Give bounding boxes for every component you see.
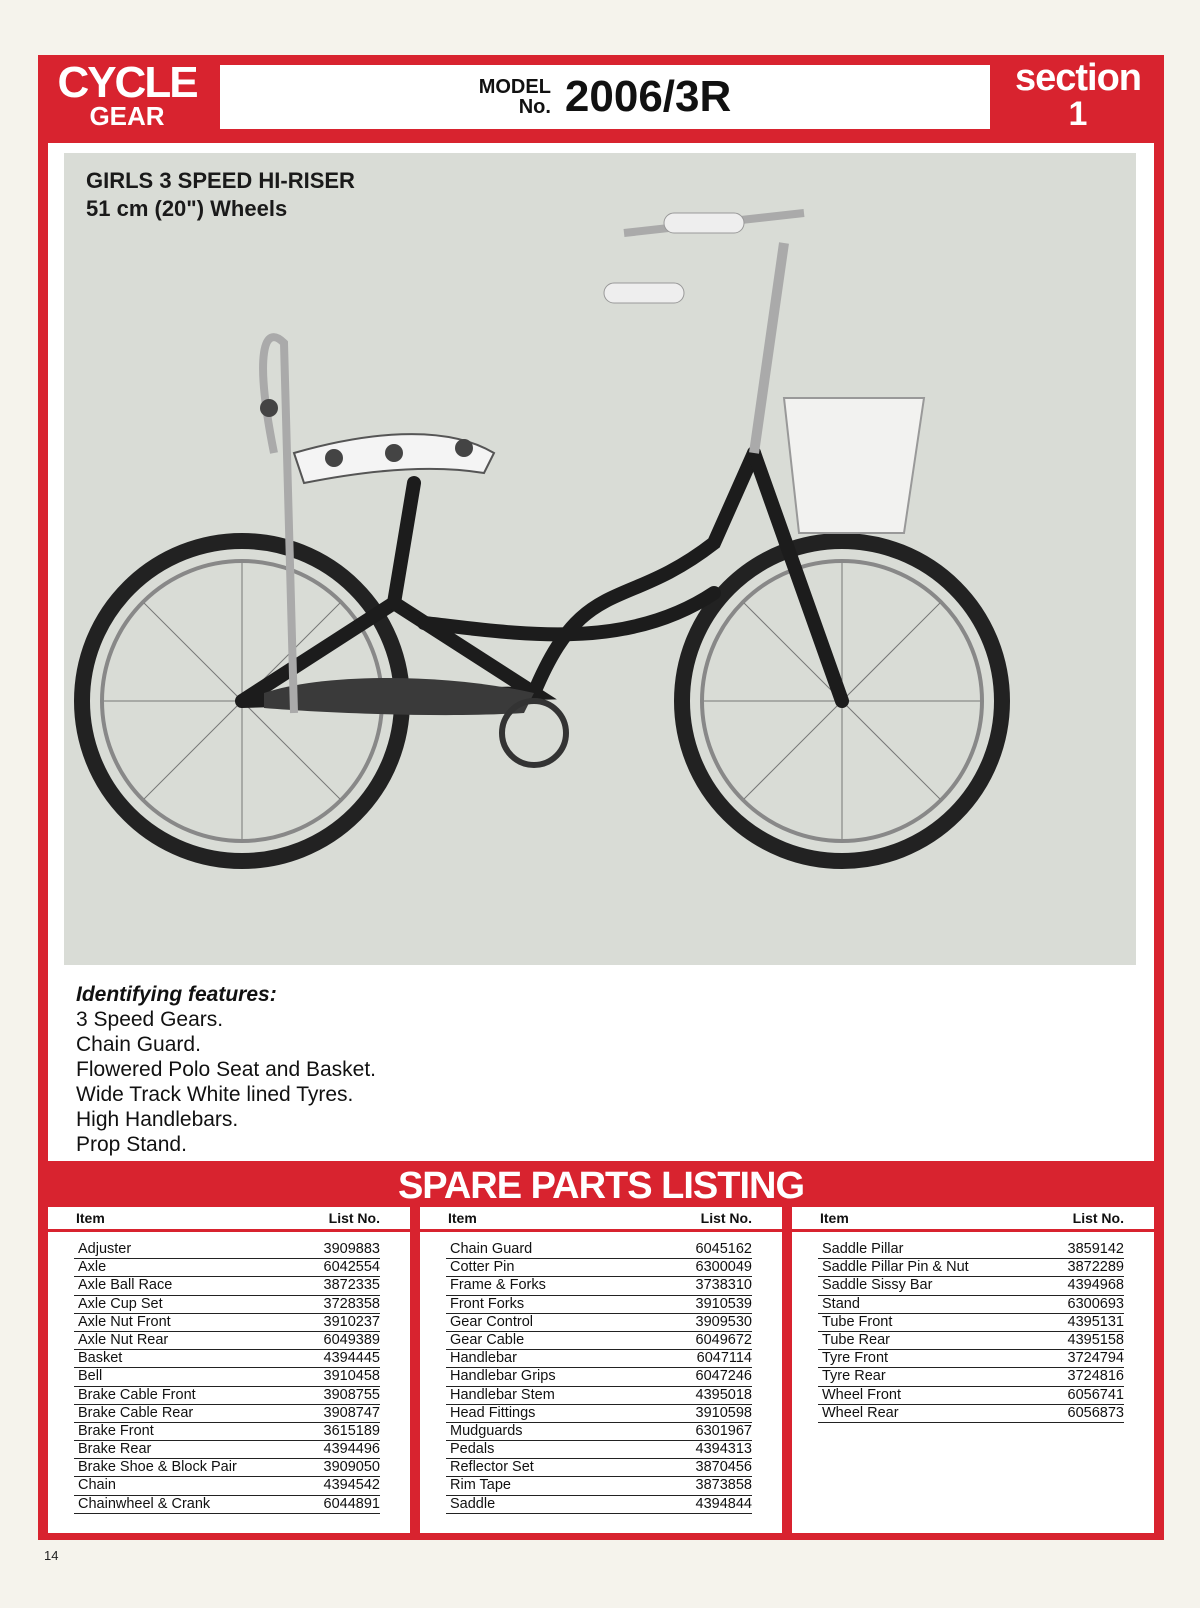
part-name: Brake Front — [78, 1422, 154, 1439]
part-list-number: 3870456 — [695, 1459, 752, 1476]
part-list-number: 6045162 — [695, 1241, 752, 1257]
photo-title-line1: GIRLS 3 SPEED HI-RISER — [86, 168, 355, 193]
part-name: Head Fittings — [450, 1404, 536, 1421]
part-name: Stand — [822, 1295, 860, 1312]
list-no-header: List No. — [328, 1210, 380, 1226]
part-name: Saddle — [450, 1495, 496, 1512]
model-box — [220, 65, 990, 129]
part-list-number: 3910237 — [323, 1313, 380, 1330]
table-row — [74, 1350, 380, 1368]
part-name: Reflector Set — [450, 1459, 534, 1476]
part-name: Tube Front — [822, 1313, 893, 1330]
part-list-number: 3859142 — [1067, 1241, 1124, 1257]
part-list-number: 3873858 — [695, 1477, 752, 1494]
parts-column-1 — [48, 1207, 410, 1533]
table-row — [446, 1332, 752, 1350]
table-row — [446, 1441, 752, 1459]
table-row — [74, 1496, 380, 1514]
part-name: Chainwheel & Crank — [78, 1495, 211, 1512]
part-name: Cotter Pin — [450, 1259, 515, 1276]
table-row — [446, 1350, 752, 1368]
list-no-header: List No. — [700, 1210, 752, 1226]
table-row — [818, 1314, 1124, 1332]
part-list-number: 3909530 — [695, 1313, 752, 1330]
parts-column-2 — [420, 1207, 782, 1533]
part-name: Frame & Forks — [450, 1277, 546, 1294]
table-row — [818, 1332, 1124, 1350]
item-header: Item — [76, 1210, 105, 1226]
part-name: Pedals — [450, 1441, 495, 1458]
table-row — [74, 1368, 380, 1386]
part-list-number: 4394445 — [323, 1350, 380, 1367]
table-row — [446, 1496, 752, 1514]
model-label-line2: No. — [518, 96, 551, 118]
feature-item: Wide Track White lined Tyres. — [76, 1083, 354, 1106]
part-list-number: 4394313 — [695, 1441, 752, 1458]
table-row — [74, 1441, 380, 1459]
table-row — [74, 1259, 380, 1277]
part-name: Wheel Rear — [822, 1404, 899, 1421]
part-list-number: 3615189 — [323, 1422, 380, 1439]
part-name: Brake Shoe & Block Pair — [78, 1459, 237, 1476]
table-row — [446, 1259, 752, 1277]
column-header — [792, 1207, 1154, 1232]
model-number: 2006/3R — [564, 72, 732, 121]
part-name: Tyre Rear — [822, 1368, 886, 1385]
photo-title — [86, 167, 355, 223]
part-name: Brake Cable Rear — [78, 1404, 194, 1421]
table-row — [446, 1314, 752, 1332]
table-row — [74, 1387, 380, 1405]
photo-panel — [48, 143, 1154, 1033]
part-list-number: 6047114 — [696, 1350, 752, 1367]
part-name: Brake Cable Front — [78, 1386, 196, 1403]
table-row — [446, 1241, 752, 1259]
logo-line1: CYCLE — [57, 58, 197, 107]
part-list-number: 3908747 — [323, 1404, 380, 1421]
part-list-number: 4394968 — [1067, 1277, 1124, 1294]
bicycle-illustration — [64, 153, 1136, 967]
feature-item: Chain Guard. — [76, 1033, 201, 1056]
photo-title-line2: 51 cm (20") Wheels — [86, 196, 288, 221]
part-name: Chain — [78, 1477, 116, 1494]
part-name: Axle Nut Front — [78, 1313, 171, 1330]
table-row — [446, 1296, 752, 1314]
part-list-number: 4395131 — [1067, 1313, 1124, 1330]
cycle-gear-logo — [52, 58, 202, 133]
table-row — [446, 1387, 752, 1405]
part-list-number: 4394496 — [323, 1441, 380, 1458]
feature-item: Flowered Polo Seat and Basket. — [76, 1058, 377, 1081]
model-label — [479, 77, 551, 117]
part-list-number: 6301967 — [695, 1422, 752, 1439]
part-list-number: 3738310 — [695, 1277, 752, 1294]
part-list-number: 6056873 — [1067, 1404, 1124, 1421]
table-row — [446, 1423, 752, 1441]
table-row — [74, 1332, 380, 1350]
part-name: Axle Cup Set — [78, 1295, 163, 1312]
table-row — [818, 1350, 1124, 1368]
part-list-number: 4395018 — [695, 1386, 752, 1403]
part-name: Adjuster — [78, 1241, 132, 1257]
table-row — [74, 1296, 380, 1314]
part-name: Axle Ball Race — [78, 1277, 173, 1294]
part-name: Basket — [78, 1350, 123, 1367]
table-row — [446, 1405, 752, 1423]
part-name: Wheel Front — [822, 1386, 901, 1403]
feature-item: Prop Stand. — [76, 1133, 187, 1156]
part-name: Brake Rear — [78, 1441, 152, 1458]
page-frame — [38, 55, 1164, 1540]
part-list-number: 4394844 — [695, 1495, 752, 1512]
table-row — [74, 1477, 380, 1495]
table-row — [818, 1241, 1124, 1259]
table-row — [446, 1368, 752, 1386]
parts-rows — [74, 1241, 380, 1514]
logo-line2: GEAR — [89, 101, 165, 131]
part-name: Handlebar — [450, 1350, 517, 1367]
part-list-number: 3872335 — [323, 1277, 380, 1294]
table-row — [74, 1314, 380, 1332]
table-row — [74, 1405, 380, 1423]
table-row — [446, 1459, 752, 1477]
table-row — [818, 1405, 1124, 1423]
part-list-number: 6049672 — [695, 1331, 752, 1348]
part-list-number: 3910598 — [695, 1404, 752, 1421]
part-list-number: 4395158 — [1067, 1331, 1124, 1348]
page-number: 14 — [44, 1548, 59, 1563]
part-name: Rim Tape — [450, 1477, 511, 1494]
section-label: section — [1014, 57, 1142, 99]
part-name: Handlebar Stem — [450, 1386, 555, 1403]
part-list-number: 3909883 — [323, 1241, 380, 1257]
table-row — [74, 1277, 380, 1295]
table-row — [818, 1296, 1124, 1314]
parts-rows — [818, 1241, 1124, 1423]
part-list-number: 3910458 — [323, 1368, 380, 1385]
part-name: Saddle Sissy Bar — [822, 1277, 933, 1294]
part-name: Mudguards — [450, 1422, 523, 1439]
bicycle-photo — [64, 153, 1136, 967]
part-list-number: 6300049 — [695, 1259, 752, 1276]
part-list-number: 3909050 — [323, 1459, 380, 1476]
feature-item: 3 Speed Gears. — [76, 1008, 224, 1031]
features-title: Identifying features: — [76, 983, 277, 1006]
part-list-number: 4394542 — [323, 1477, 380, 1494]
item-header: Item — [448, 1210, 477, 1226]
table-row — [818, 1387, 1124, 1405]
part-name: Gear Cable — [450, 1331, 525, 1348]
table-row — [446, 1477, 752, 1495]
part-name: Saddle Pillar — [822, 1241, 904, 1257]
parts-rows — [446, 1241, 752, 1514]
list-no-header: List No. — [1072, 1210, 1124, 1226]
part-name: Handlebar Grips — [450, 1368, 556, 1385]
part-list-number: 3724816 — [1067, 1368, 1124, 1385]
part-list-number: 3728358 — [323, 1295, 380, 1312]
part-name: Tyre Front — [822, 1350, 889, 1367]
item-header: Item — [820, 1210, 849, 1226]
features-list — [76, 1007, 376, 1157]
part-list-number: 6047246 — [695, 1368, 752, 1385]
part-list-number: 3908755 — [323, 1386, 380, 1403]
table-row — [74, 1423, 380, 1441]
table-row — [446, 1277, 752, 1295]
part-list-number: 3872289 — [1067, 1259, 1124, 1276]
table-row — [818, 1277, 1124, 1295]
section-number: 1 — [1068, 95, 1088, 133]
column-header — [48, 1207, 410, 1232]
part-name: Front Forks — [450, 1295, 525, 1312]
part-list-number: 6044891 — [323, 1495, 380, 1512]
features-panel — [48, 965, 1154, 1161]
part-list-number: 6049389 — [323, 1331, 380, 1348]
part-name: Chain Guard — [450, 1241, 533, 1257]
part-name: Tube Rear — [822, 1331, 890, 1348]
parts-column-3 — [792, 1207, 1154, 1533]
spare-parts-title: SPARE PARTS LISTING — [397, 1165, 805, 1207]
part-name: Bell — [78, 1368, 103, 1385]
feature-item: High Handlebars. — [76, 1108, 239, 1131]
part-name: Gear Control — [450, 1313, 534, 1330]
part-name: Axle Nut Rear — [78, 1331, 169, 1348]
table-row — [74, 1241, 380, 1259]
table-row — [74, 1459, 380, 1477]
model-label-line1: MODEL — [478, 76, 551, 98]
column-header — [420, 1207, 782, 1232]
part-name: Saddle Pillar Pin & Nut — [822, 1259, 969, 1276]
part-list-number: 3724794 — [1067, 1350, 1124, 1367]
table-row — [818, 1368, 1124, 1386]
section-indicator — [998, 59, 1158, 131]
part-list-number: 6056741 — [1067, 1386, 1124, 1403]
part-list-number: 6300693 — [1067, 1295, 1124, 1312]
table-row — [818, 1259, 1124, 1277]
part-name: Axle — [78, 1259, 107, 1276]
part-list-number: 3910539 — [695, 1295, 752, 1312]
part-list-number: 6042554 — [323, 1259, 380, 1276]
